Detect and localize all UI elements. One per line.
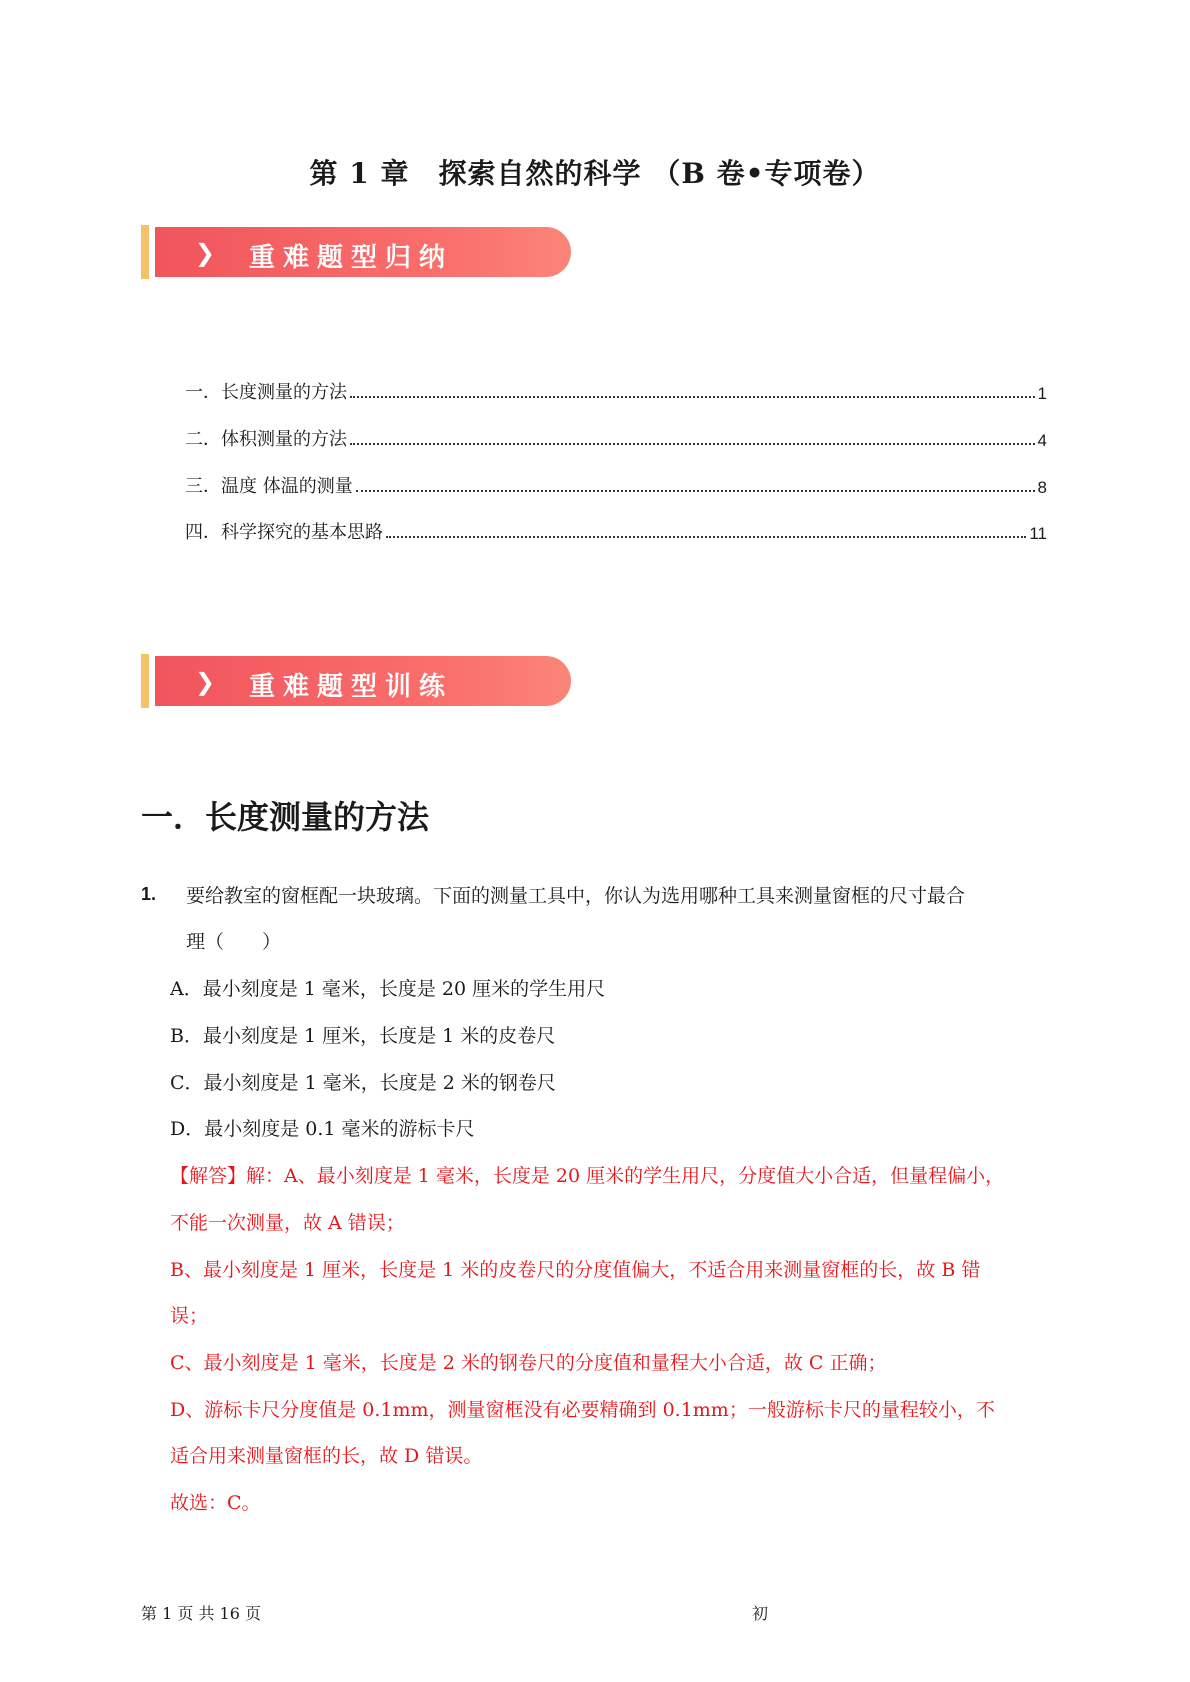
toc-leader	[356, 490, 1035, 492]
page-title: 第 1 章 探索自然的科学 （B 卷•专项卷）	[309, 157, 881, 190]
toc-item-page: 8	[1037, 478, 1047, 497]
section-heading: 一．长度测量的方法	[141, 798, 430, 836]
question-stem: 理（ ）	[186, 931, 282, 953]
answer-line: C、最小刻度是 1 毫米，长度是 2 米的钢卷尺的分度值和量程大小合适，故 C 正确；	[170, 1352, 887, 1374]
answer-line: 【解答】解：A、最小刻度是 1 毫米，长度是 20 厘米的学生用尺，分度值大小合适，但量程偏小，	[170, 1165, 1005, 1187]
footer-page-info: 第 1 页 共 16 页	[141, 1604, 261, 1623]
chevron-right-icon: ❯	[195, 668, 216, 696]
answer-line: 误；	[170, 1305, 209, 1327]
option-a: A．最小刻度是 1 毫米，长度是 20 厘米的学生用尺	[170, 978, 606, 1000]
toc-item-text: 三．温度 体温的测量	[185, 476, 353, 497]
toc-item[interactable]	[185, 518, 1047, 544]
chevron-right-icon: ❯	[195, 239, 216, 267]
answer-line: 故选：C。	[170, 1492, 261, 1514]
option-b: B．最小刻度是 1 厘米，长度是 1 米的皮卷尺	[170, 1025, 556, 1047]
toc-item-page: 4	[1037, 431, 1047, 450]
toc-item[interactable]	[185, 472, 1047, 498]
toc-item-text: 二．体积测量的方法	[185, 429, 347, 450]
banner-label: 重难题型训练	[249, 672, 454, 702]
footer-center-text: 初	[752, 1604, 769, 1623]
banner-summary	[141, 225, 571, 279]
question-number: 1.	[141, 884, 157, 904]
toc-item-text: 四．科学探究的基本思路	[185, 522, 383, 543]
answer-line: B、最小刻度是 1 厘米，长度是 1 米的皮卷尺的分度值偏大，不适合用来测量窗框的长，故 B 错	[170, 1259, 981, 1281]
option-c: C．最小刻度是 1 毫米，长度是 2 米的钢卷尺	[170, 1072, 556, 1094]
banner-stripe	[141, 654, 149, 708]
toc-leader	[350, 443, 1035, 445]
toc-item[interactable]	[185, 425, 1047, 451]
answer-line: 适合用来测量窗框的长，故 D 错误。	[170, 1445, 483, 1467]
banner-body	[155, 656, 571, 706]
toc-item-page: 1	[1037, 384, 1047, 403]
banner-body	[155, 227, 571, 277]
banner-training	[141, 654, 571, 708]
banner-label: 重难题型归纳	[249, 243, 454, 273]
toc-item-page: 11	[1029, 524, 1047, 543]
toc-leader	[350, 396, 1035, 398]
answer-line: D、游标卡尺分度值是 0.1mm，测量窗框没有必要精确到 0.1mm；一般游标卡尺的量程较小，不	[170, 1399, 995, 1421]
banner-stripe	[141, 225, 149, 279]
toc-item-text: 一．长度测量的方法	[185, 382, 347, 403]
toc-item[interactable]	[185, 378, 1047, 404]
toc-leader	[386, 536, 1026, 538]
question-stem: 要给教室的窗框配一块玻璃。下面的测量工具中，你认为选用哪种工具来测量窗框的尺寸最合	[186, 885, 966, 907]
option-d: D．最小刻度是 0.1 毫米的游标卡尺	[170, 1118, 475, 1140]
answer-line: 不能一次测量，故 A 错误；	[170, 1212, 405, 1234]
